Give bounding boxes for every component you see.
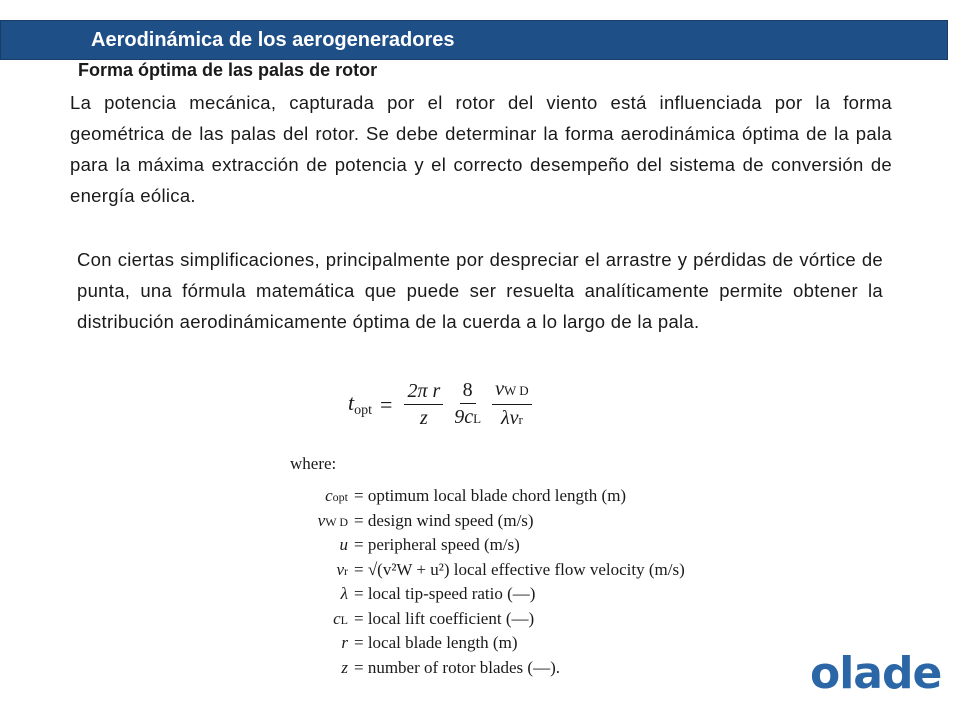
fraction-1: $\frac{\text{2π r}}{z}$ <box>404 378 443 431</box>
definition-row: λ = local tip-speed ratio (—) <box>340 584 536 603</box>
paragraph-1: La potencia mecánica, capturada por el rotor del viento está influenciada por la forma geométrica de las palas del rotor. Se debe determinar la forma aerodinámica óptima de la pala para la máxima extracción de potencia y el correcto desempeño del sistema de conversión de energía eólica. <box>70 92 892 206</box>
definition-row: cL = local lift coefficient (—) <box>333 608 535 628</box>
header-bar <box>0 20 948 60</box>
chord-formula: $t_{opt}$ = $\frac{\text{2π r}}{z}$ $\frac{8}{9cL}$ $\frac{\text{vW D}}{\text{λvr}}$ <box>348 376 536 433</box>
definition-row: u = peripheral speed (m/s) <box>339 535 520 554</box>
where-label: where: <box>290 454 337 473</box>
slide-subtitle: Forma óptima de las palas de rotor <box>78 60 378 80</box>
paragraph-2: Con ciertas simplificaciones, principalmente por despreciar el arrastre y pérdidas de vórtice de punta, una fórmula matemática que puede ser resuelta analíticamente permite obtener la distribución aerodinámicamente óptima de la cuerda a lo largo de la pala. <box>77 249 883 332</box>
definition-row: z = number of rotor blades (—). <box>341 657 560 677</box>
definition-row: copt = optimum local blade chord length (m) <box>325 486 627 505</box>
olade-logo: olade <box>810 648 942 699</box>
formula-lhs: $t_{opt}$ <box>348 390 373 418</box>
fraction-3: $\frac{\text{vW D}}{\text{λvr}}$ <box>492 376 532 433</box>
fraction-2: $\frac{8}{9cL}$ <box>454 379 482 428</box>
slide-title: Aerodinámica de los aerogeneradores <box>91 28 455 51</box>
definition-row: vW D = design wind speed (m/s) <box>317 510 534 530</box>
formula-image <box>280 372 760 692</box>
definitions-list <box>280 486 760 682</box>
definition-row: vr = √(v²W + u²) local effective flow velocity (m/s) <box>336 559 685 579</box>
definition-row: r = local blade length (m) <box>341 633 518 652</box>
